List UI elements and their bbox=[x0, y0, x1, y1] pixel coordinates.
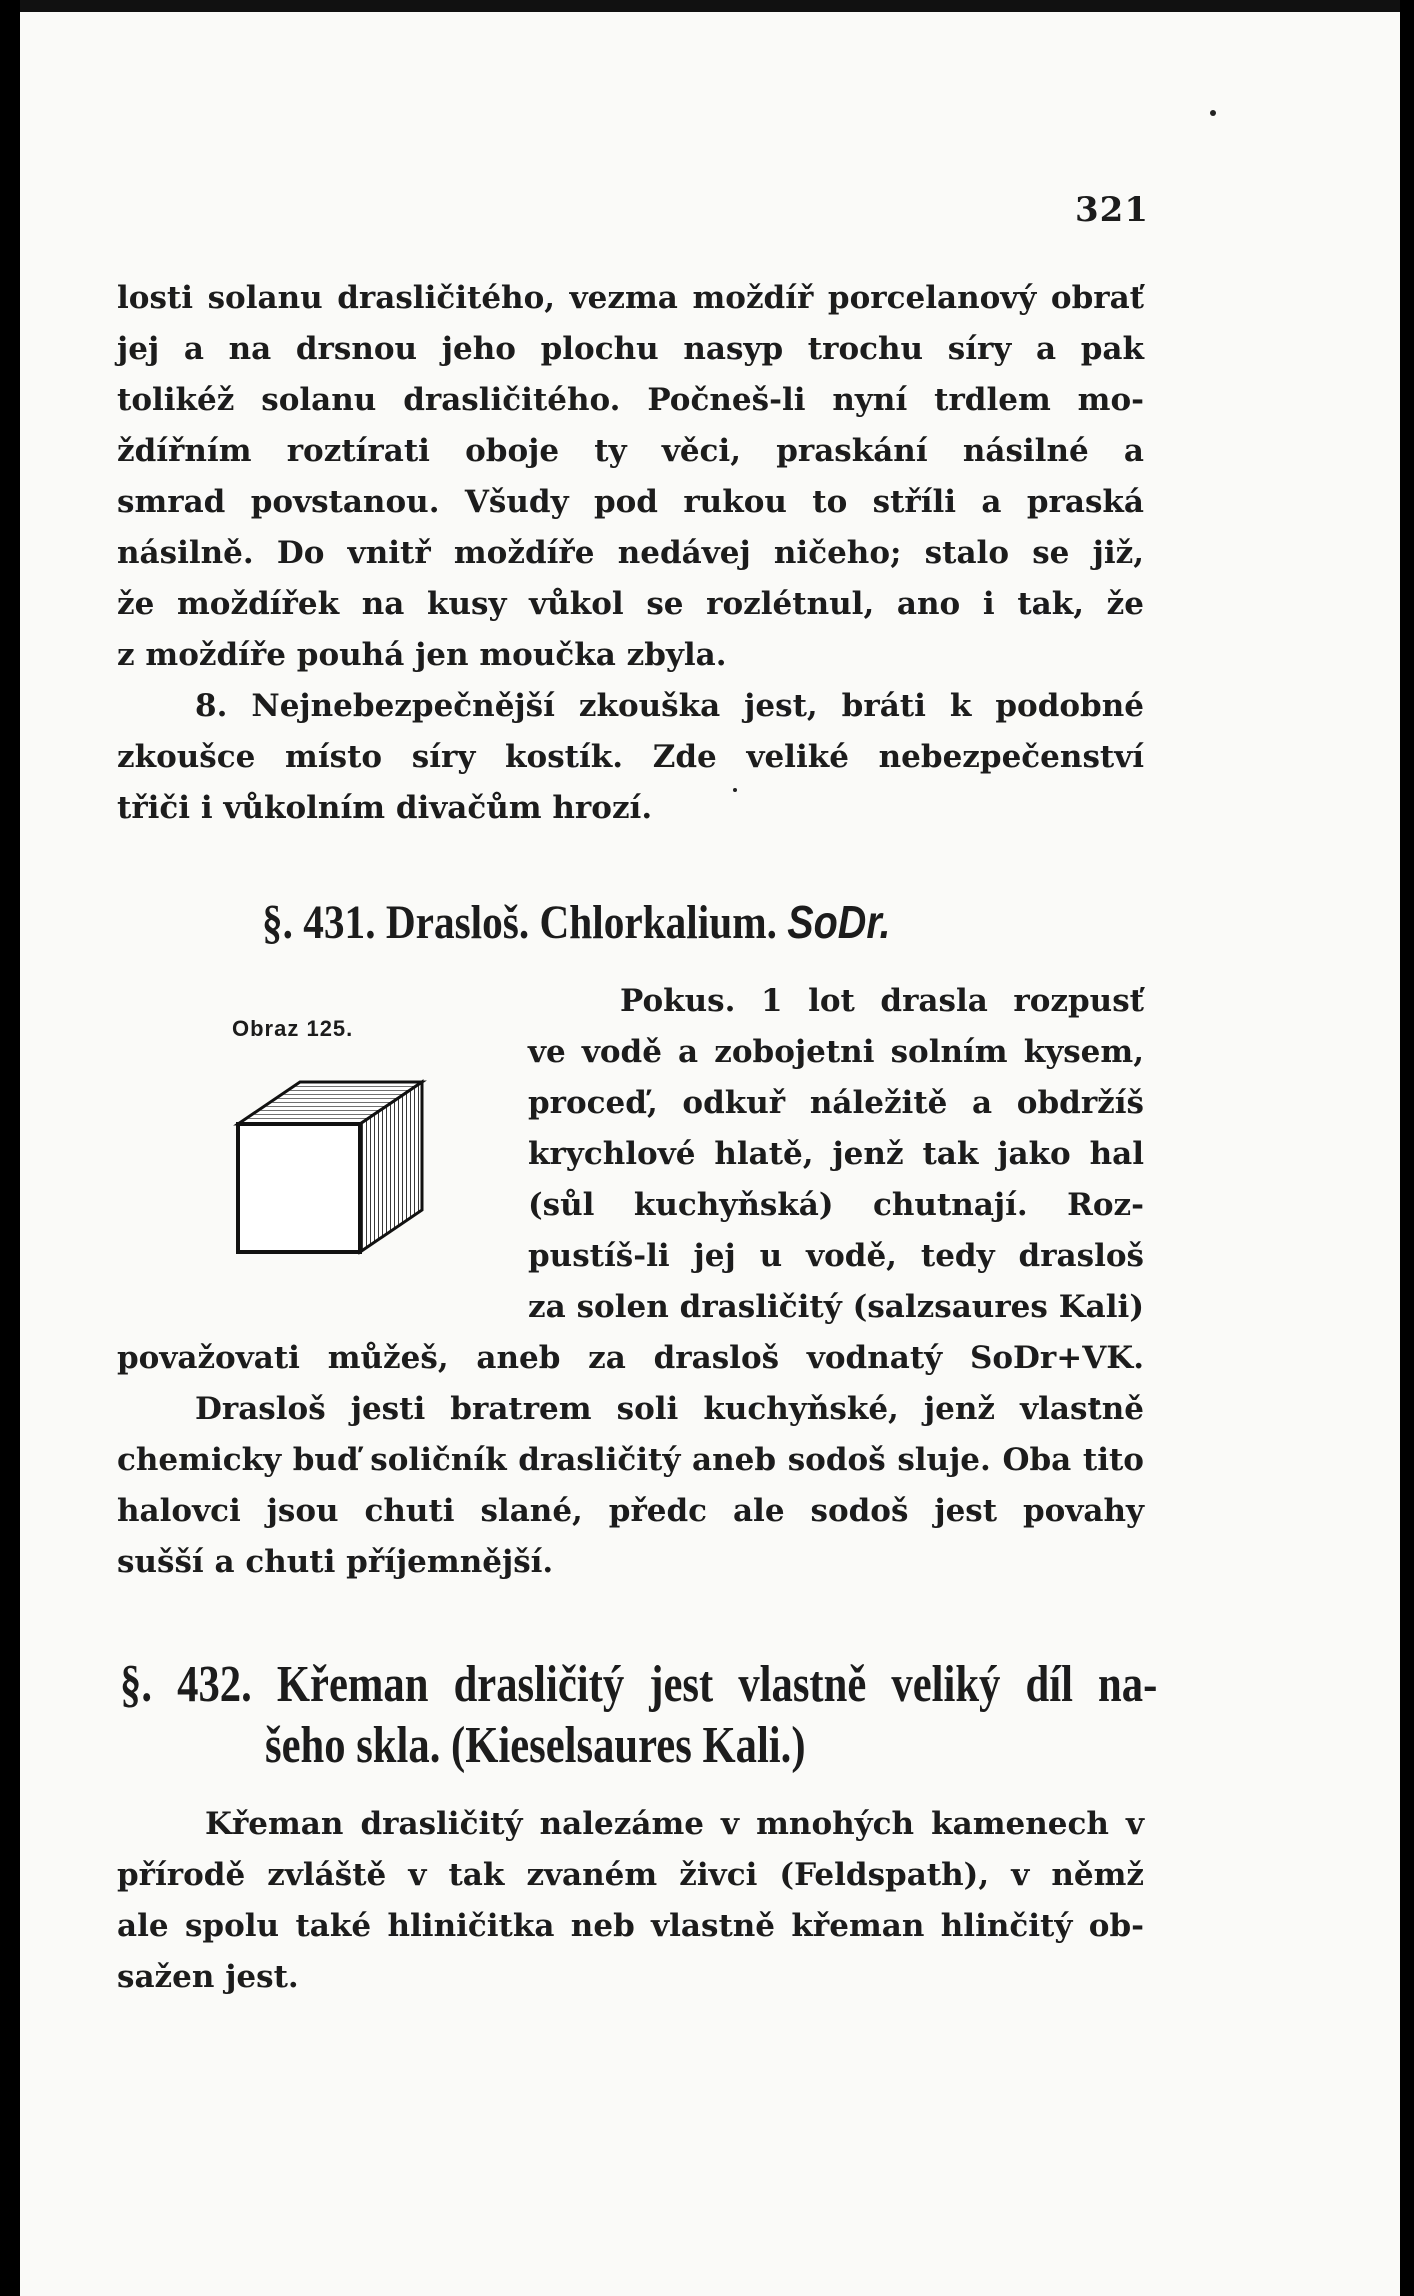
text-line: proceď, odkuř náležitě a obdržíš bbox=[528, 1085, 1144, 1121]
text-line: třiči i vůkolním divačům hrozí. bbox=[117, 790, 653, 826]
text-line: pustíš-li jej u vodě, tedy drasloš bbox=[528, 1238, 1144, 1274]
text-line: za solen drasličitý (salzsaures Kali) bbox=[528, 1289, 1144, 1325]
text-line: ve vodě a zobojetni solním kysem, bbox=[528, 1034, 1144, 1070]
text-line: Pokus. 1 lot drasla rozpusť bbox=[620, 983, 1144, 1019]
text-line: halovci jsou chuti slané, předc ale sodoš jest povahy bbox=[117, 1493, 1144, 1529]
section-title: Drasloš. bbox=[385, 896, 530, 949]
text-line: sažen jest. bbox=[117, 1959, 299, 1995]
section-heading-431 bbox=[262, 895, 891, 950]
section-formula: SoDr. bbox=[787, 896, 891, 948]
text-line: zkoušce místo síry kostík. Zde veliké nebezpečenství bbox=[117, 739, 1144, 775]
text-line: jej a na drsnou jeho plochu nasyp trochu síry a pak bbox=[117, 331, 1144, 367]
text-line: sušší a chuti příjemnější. bbox=[117, 1544, 554, 1580]
section-heading-432: §. 432. Křeman drasličitý jest vlastně veliký díl na- bbox=[120, 1656, 1158, 1713]
cube-icon bbox=[226, 1062, 436, 1262]
section-german-title: Chlorkalium. bbox=[539, 896, 777, 949]
text-line: (sůl kuchyňská) chutnají. Roz- bbox=[528, 1187, 1144, 1223]
text-line: tolikéž solanu drasličitého. Počneš-li nyní trdlem mo- bbox=[117, 382, 1144, 418]
section-number: §. 431. bbox=[262, 896, 376, 949]
text-line: že moždířek na kusy vůkol se rozlétnul, ano i tak, že bbox=[117, 586, 1144, 622]
text-line: losti solanu drasličitého, vezma moždíř porcelanový obrať bbox=[117, 280, 1144, 316]
section-heading-432-cont: šeho skla. (Kieselsaures Kali.) bbox=[265, 1717, 806, 1774]
scan-edge-top bbox=[20, 0, 1400, 12]
scan-edge-left bbox=[0, 0, 20, 2296]
page-number: 321 bbox=[1075, 190, 1149, 230]
text-line: Drasloš jesti bratrem soli kuchyňské, jenž vlastně bbox=[195, 1391, 1144, 1427]
text-line: smrad povstanou. Všudy pod rukou to stříli a praská bbox=[117, 484, 1144, 520]
text-line: přírodě zvláště v tak zvaném živci (Feldspath), v němž bbox=[117, 1857, 1144, 1893]
text-line: 8. Nejnebezpečnější zkouška jest, bráti k podobné bbox=[195, 688, 1144, 724]
text-line: Křeman drasličitý nalezáme v mnohých kamenech v bbox=[205, 1806, 1144, 1842]
text-line: ale spolu také hliničitka neb vlastně křeman hlinčitý ob- bbox=[117, 1908, 1144, 1944]
figure-caption: Obraz 125. bbox=[232, 1016, 354, 1041]
text-line: ždířním roztírati oboje ty věci, praskání násilné a bbox=[117, 433, 1144, 469]
text-line: z moždíře pouhá jen moučka zbyla. bbox=[117, 637, 727, 673]
text-line: chemicky buď soličník drasličitý aneb sodoš sluje. Oba tito bbox=[117, 1442, 1144, 1478]
ink-speck bbox=[1210, 110, 1216, 116]
text-line: násilně. Do vnitř moždíře nedávej ničeho; stalo se již, bbox=[117, 535, 1144, 571]
text-line: považovati můžeš, aneb za drasloš vodnatý SoDr+VK. bbox=[117, 1340, 1144, 1376]
text-line: krychlové hlatě, jenž tak jako hal bbox=[528, 1136, 1144, 1172]
scan-edge-right bbox=[1400, 0, 1414, 2296]
